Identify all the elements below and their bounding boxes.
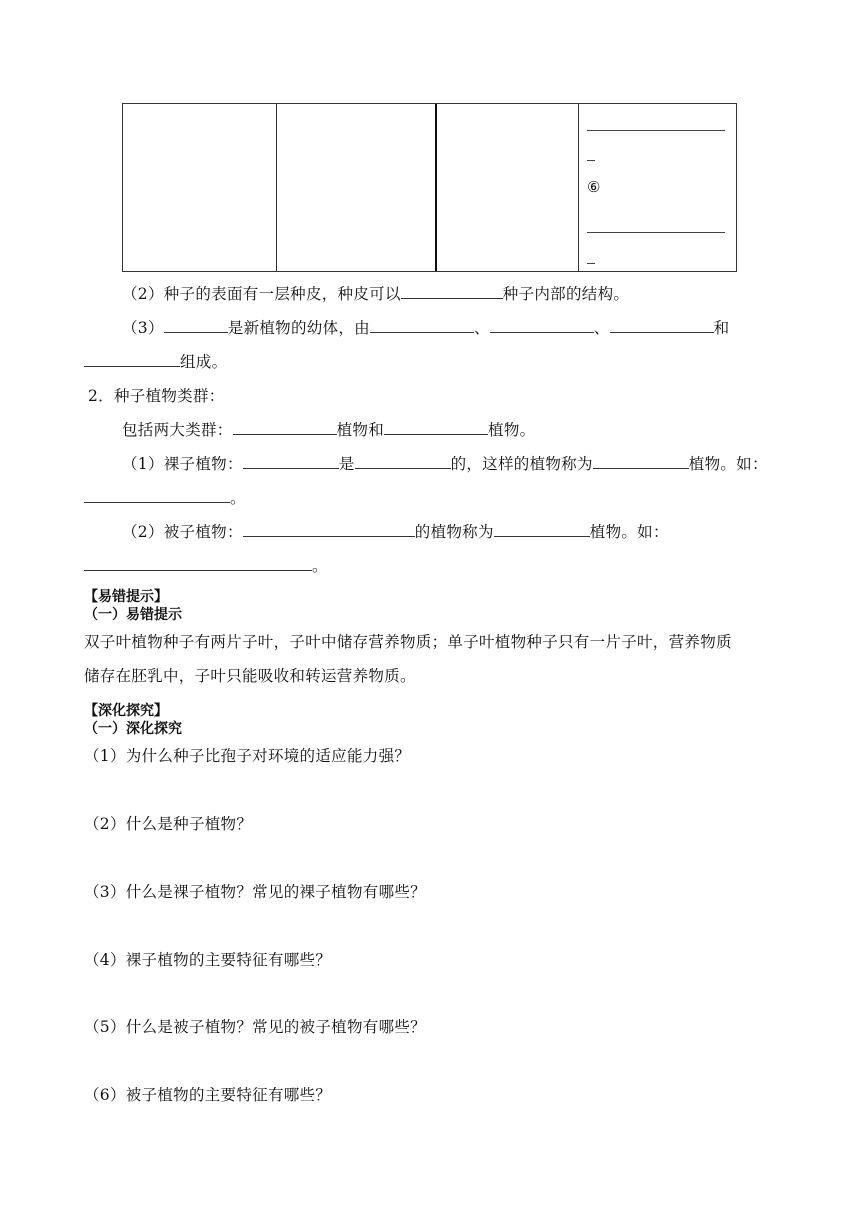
table-blank-5-tail	[587, 160, 595, 161]
table-blank-6[interactable]	[587, 232, 725, 233]
blank-embryo-part-2[interactable]	[490, 317, 594, 333]
circled-number-six: ⑥	[587, 178, 601, 196]
blank-gym-3[interactable]	[593, 453, 689, 469]
blank-embryo-part-1[interactable]	[370, 317, 474, 333]
blank-embryo[interactable]	[164, 317, 228, 333]
blank-group-2[interactable]	[384, 419, 488, 435]
blank-embryo-part-3[interactable]	[610, 317, 714, 333]
table-blank-6-tail	[587, 263, 595, 264]
blank-gym-examples[interactable]	[84, 487, 230, 503]
explore-header: 【深化探究】	[84, 703, 168, 719]
text: 。	[312, 557, 328, 575]
blank-gym-2[interactable]	[355, 453, 451, 469]
item-gymnosperm-cont	[84, 486, 246, 508]
item-gymnosperm	[122, 452, 768, 474]
text: 。	[230, 489, 246, 507]
errors-header: 【易错提示】	[84, 589, 168, 605]
item-embryo-cont	[84, 350, 227, 372]
text: 植物。	[488, 421, 536, 439]
explore-subheader: （一）深化探究	[84, 721, 182, 737]
errors-subheader: （一）易错提示	[84, 607, 182, 623]
question-5: （5）什么是被子植物？常见的被子植物有哪些？	[84, 1018, 426, 1036]
section-title: 2．种子植物类群：	[88, 387, 225, 405]
blank-group-1[interactable]	[233, 419, 337, 435]
text: 的，这样的植物称为	[450, 455, 593, 473]
text: 种子内部的结构。	[502, 285, 630, 303]
text: （2）种子的表面有一层种皮，种皮可以	[122, 285, 401, 303]
seed-structure-table	[122, 103, 737, 272]
blank-ang-1[interactable]	[243, 521, 415, 537]
table-divider-thick	[435, 104, 437, 271]
text: （3）	[122, 319, 164, 337]
item-seed-coat	[122, 282, 629, 304]
text: 组成。	[180, 353, 228, 371]
text: 、	[473, 319, 490, 337]
text: 植物。如：	[589, 523, 669, 541]
item-two-groups	[122, 418, 535, 440]
text: （2）被子植物：	[122, 523, 243, 541]
blank-seed-coat[interactable]	[401, 283, 503, 299]
blank-embryo-part-4[interactable]	[84, 351, 180, 367]
blank-ang-2[interactable]	[494, 521, 590, 537]
item-embryo	[122, 316, 729, 338]
text: 植物和	[336, 421, 385, 439]
item-angiosperm	[122, 520, 669, 542]
text: 的植物称为	[414, 523, 494, 541]
question-3: （3）什么是裸子植物？常见的裸子植物有哪些？	[84, 883, 426, 901]
question-1: （1）为什么种子比孢子对环境的适应能力强？	[84, 747, 411, 765]
table-divider	[578, 104, 579, 271]
text: （1）裸子植物：	[122, 455, 243, 473]
text: 植物。如：	[688, 455, 768, 473]
item-angiosperm-cont	[84, 554, 328, 576]
question-6: （6）被子植物的主要特征有哪些？	[84, 1086, 332, 1104]
text: 和	[713, 319, 730, 337]
text: 是新植物的幼体，由	[227, 319, 370, 337]
text: 包括两大类群：	[122, 421, 233, 439]
text: 、	[593, 319, 610, 337]
blank-ang-examples[interactable]	[84, 555, 312, 571]
table-divider	[276, 104, 277, 271]
question-2: （2）什么是种子植物？	[84, 815, 253, 833]
table-blank-5[interactable]	[587, 130, 725, 131]
text: 是	[338, 455, 355, 473]
errors-text-line-1: 双子叶植物种子有两片子叶，子叶中储存营养物质；单子叶植物种子只有一片子叶，营养物质	[84, 633, 732, 651]
question-4: （4）裸子植物的主要特征有哪些？	[84, 951, 332, 969]
errors-text-line-2: 储存在胚乳中，子叶只能吸收和转运营养物质。	[84, 667, 416, 685]
blank-gym-1[interactable]	[243, 453, 339, 469]
